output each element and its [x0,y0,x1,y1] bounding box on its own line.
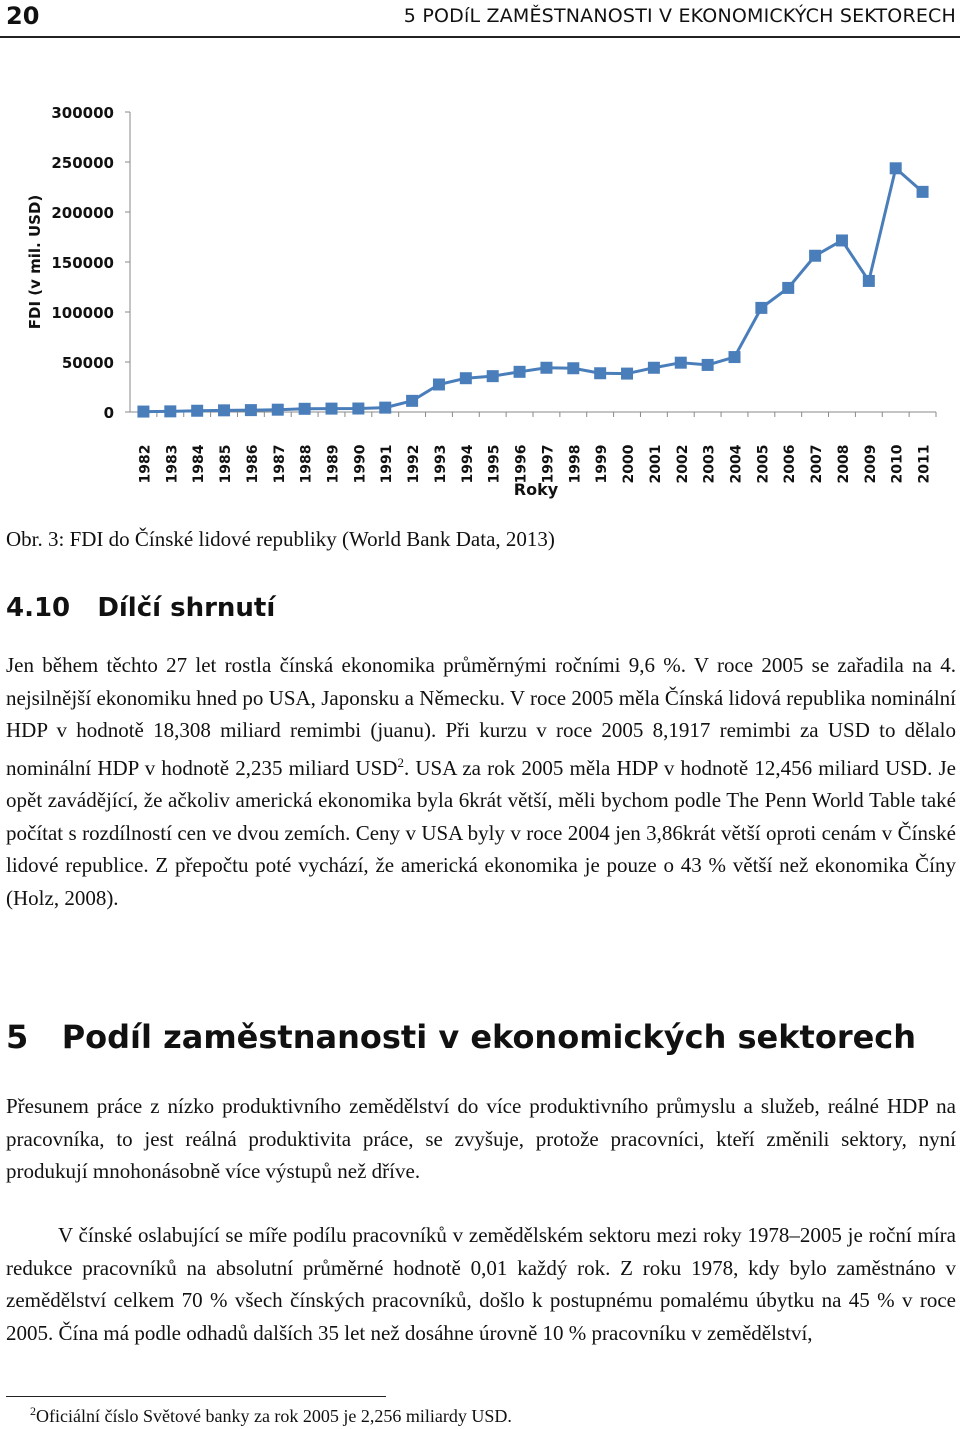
data-point-marker [352,403,364,415]
summary-paragraph [6,649,956,914]
x-tick-label: 2006 [782,444,799,484]
x-axis-label: Roky [513,480,559,499]
y-tick-label: 0 [103,404,114,422]
fdi-line-chart [0,90,960,510]
x-tick-label: 2011 [916,444,933,484]
section-heading [6,1018,916,1056]
data-point-marker [836,234,848,246]
data-point-marker [218,404,230,416]
x-tick-label: 1992 [406,444,423,484]
data-point-marker [433,378,445,390]
data-point-marker [191,405,203,417]
data-point-marker [379,402,391,414]
data-point-marker [406,395,418,407]
body-paragraph-1: Přesunem práce z nízko produktivního zemědělství do více produktivního průmyslu a služeb, reálné HDP na pracovníka, to jest reálná produktivita práce, se zvyšuje, protože pracovníci, kteří změnili sektory, nyní produkují mnohonásobně více výstupů než dříve. [6,1094,956,1183]
data-point-marker [675,357,687,369]
x-tick-label: 1994 [459,444,476,484]
data-point-marker [540,362,552,374]
x-tick-label: 1997 [540,444,557,484]
y-tick-label: 300000 [51,104,114,122]
data-point-marker [755,302,767,314]
x-tick-label: 2004 [728,444,745,484]
y-tick-label: 150000 [51,254,114,272]
y-tick-label: 100000 [51,304,114,322]
footnote-mark: 2 [30,1404,36,1418]
data-point-marker [890,162,902,174]
x-tick-label: 1991 [379,444,396,484]
x-tick-label: 2002 [674,444,691,484]
x-tick-label: 1998 [567,444,584,484]
data-point-marker [326,403,338,415]
data-point-marker [863,275,875,287]
data-point-marker [299,403,311,415]
running-head [0,0,960,38]
x-tick-label: 2003 [701,444,718,484]
data-point-marker [648,362,660,374]
summary-text-b: . USA za rok 2005 měla HDP v hodnotě 12,456 miliard USD. Je opět zavádějící, že ačkoliv americká ekonomika byla 6krát větší, měli bychom podle The Penn World Table také počítat s rozdílností cen ve dvou zemích. Ceny v USA byly v roce 2004 jen 3,86krát větší oproti cenám v Čínské lidové republice. Z přepočtu poté vychází, že americká ekonomika je pouze o 43 % větší než ekonomika Číny (Holz, 2008). [6,755,956,910]
summary-text-a: Jen během těchto 27 let rostla čínská ekonomika průměrnými ročními 9,6 %. V roce 2005 se zařadila na 4. nejsilnější ekonomiku hned po USA, Japonsku a Německu. V roce 2005 měla Čínská lidová republika nominální HDP v hodnotě 18,308 miliard remimbi (juanu). Při kurzu v roce 2005 8,1917 remimbi za USD to dělalo nominální HDP v hodnotě 2,235 miliard USD [6,653,956,780]
x-tick-label: 2005 [755,444,772,484]
footnote-reference[interactable]: 2 [397,754,404,770]
x-tick-label: 2008 [835,444,852,484]
x-tick-label: 1984 [191,444,208,484]
data-point-marker [702,359,714,371]
x-tick-label: 2010 [889,444,906,484]
footnote-text: Oficiální číslo Světové banky za rok 2005 je 2,256 miliardy USD. [36,1406,512,1426]
x-tick-label: 2000 [621,444,638,484]
x-tick-label: 1989 [325,444,342,484]
body-paragraph-2: V čínské oslabující se míře podílu pracovníků v zemědělském sektoru mezi roky 1978–2005 je roční míra redukce pracovníků na absolutní průměrné hodnotě 0,01 každý rok. Z roku 1978, kdy bylo zaměstnáno v zemědělství celkem 70 % všech čínských pracovníků, došlo k postupnému pomalému úbytku na 45 % v roce 2005. Čína má podle odhadů dalších 35 let než dosáhne úrovně 10 % pracovníku v zemědělství, [6,1223,956,1345]
chart-axes [130,112,936,412]
figure-caption: Obr. 3: FDI do Čínské lidové republiky (World Bank Data, 2013) [6,527,555,551]
x-tick-label: 1988 [298,444,315,484]
subsection-heading [6,593,275,623]
x-tick-label: 2009 [862,444,879,484]
subsection-number: 4.10 [6,593,71,623]
y-tick-label: 250000 [51,154,114,172]
footnote [30,1404,512,1427]
data-point-marker [917,186,929,198]
data-point-marker [567,362,579,374]
x-tick-label: 1987 [271,444,288,484]
data-point-marker [782,282,794,294]
x-tick-label: 1995 [486,444,503,484]
x-tick-label: 1999 [594,444,611,484]
data-point-marker [514,366,526,378]
data-point-marker [272,404,284,416]
x-tick-label: 2007 [809,444,826,484]
data-point-marker [164,405,176,417]
section-title: Podíl zaměstnanosti v ekonomických sektorech [61,1018,917,1056]
x-tick-label: 1986 [244,444,261,484]
y-tick-label: 50000 [61,354,114,372]
footnote-rule [6,1396,386,1397]
data-point-marker [729,351,741,363]
x-tick-label: 1983 [164,444,181,484]
data-point-marker [460,372,472,384]
page-number: 20 [6,2,40,30]
data-point-marker [621,368,633,380]
y-axis-label: FDI (v mil. USD) [26,194,44,330]
fdi-series [137,162,928,417]
data-point-marker [809,250,821,262]
x-tick-label: 1993 [432,444,449,484]
y-axis-ticks [51,104,130,422]
y-tick-label: 200000 [51,204,114,222]
x-tick-label: 2001 [647,444,664,484]
section-number: 5 [6,1018,29,1056]
series-line [143,168,922,411]
x-tick-label: 1985 [218,444,235,484]
data-point-marker [137,406,149,418]
data-point-marker [487,370,499,382]
subsection-title: Dílčí shrnutí [97,593,276,623]
x-tick-label: 1996 [513,444,530,484]
x-axis-ticks [137,412,936,483]
running-title: 5 PODíL ZAMĚSTNANOSTI V EKONOMICKÝCH SEKTORECH [403,5,956,27]
data-point-marker [594,367,606,379]
data-point-marker [245,404,257,416]
x-tick-label: 1982 [137,444,154,484]
x-tick-label: 1990 [352,444,369,484]
